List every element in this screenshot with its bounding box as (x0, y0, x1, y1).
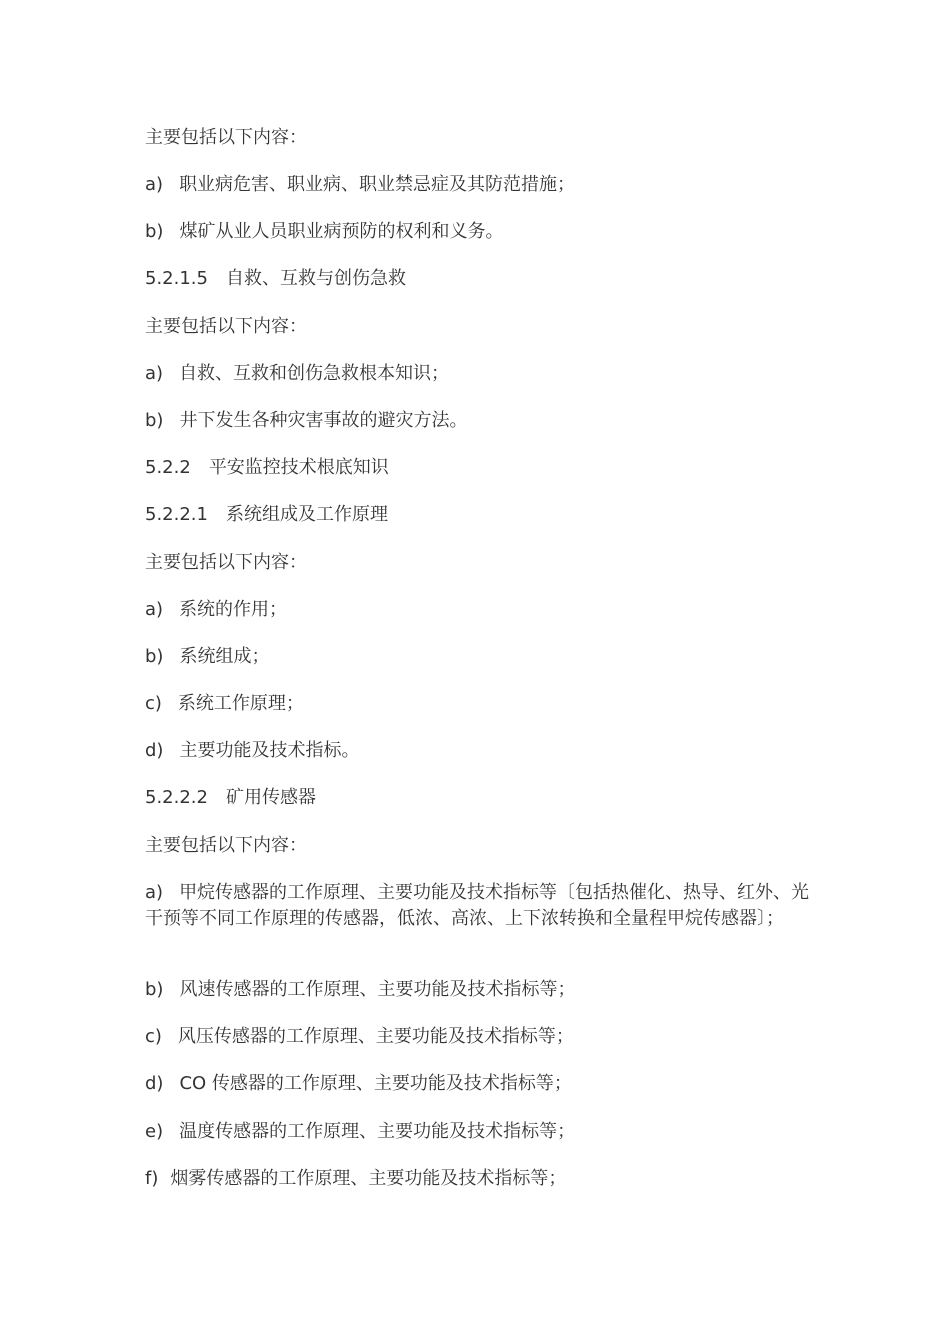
list-marker: b) (145, 979, 164, 1000)
list-item-text: 井下发生各种灾害事故的避灾方法。 (179, 410, 468, 431)
list-marker: b) (145, 410, 164, 431)
paragraph (145, 833, 810, 859)
list-item (145, 1166, 810, 1192)
list-marker: a) (145, 599, 164, 620)
list-item-text: 自救、互救和创伤急救根本知识； (179, 363, 450, 384)
paragraph-text: 主要包括以下内容： (145, 127, 307, 148)
paragraph-text: 主要包括以下内容： (145, 552, 307, 573)
list-item-text: 系统组成； (179, 646, 270, 667)
list-item (145, 1024, 810, 1050)
list-item (145, 644, 810, 670)
list-item-text: 温度传感器的工作原理、主要功能及技术指标等； (179, 1121, 576, 1142)
list-item (145, 408, 810, 434)
section-number: 5.2.2 (145, 457, 191, 478)
section-title: 平安监控技术根底知识 (208, 457, 389, 478)
list-marker: d) (145, 1073, 164, 1094)
paragraph-text: 主要包括以下内容： (145, 835, 307, 856)
list-marker: b) (145, 221, 164, 242)
list-item (145, 1071, 810, 1097)
section-heading (145, 266, 810, 292)
list-item-text: CO 传感器的工作原理、主要功能及技术指标等； (179, 1073, 572, 1094)
list-item (145, 1119, 810, 1145)
list-item-text: 主要功能及技术指标。 (179, 740, 360, 761)
list-item-text: 风压传感器的工作原理、主要功能及技术指标等； (177, 1026, 574, 1047)
section-title: 系统组成及工作原理 (225, 504, 388, 525)
section-heading (145, 455, 810, 481)
list-item (145, 361, 810, 387)
section-number: 5.2.2.2 (145, 787, 208, 808)
list-marker: f) (145, 1168, 159, 1189)
list-marker: c) (145, 1026, 162, 1047)
section-heading (145, 785, 810, 811)
list-marker: c) (145, 693, 162, 714)
list-marker: b) (145, 646, 164, 667)
paragraph (145, 550, 810, 576)
section-number: 5.2.1.5 (145, 268, 208, 289)
list-item-text: 煤矿从业人员职业病预防的权利和义务。 (179, 221, 504, 242)
list-marker: e) (145, 1121, 164, 1142)
list-item-text: 风速传感器的工作原理、主要功能及技术指标等； (179, 979, 576, 1000)
list-item-text: 系统工作原理； (177, 693, 304, 714)
section-title: 自救、互救与创伤急救 (225, 268, 406, 289)
list-marker: a) (145, 363, 164, 384)
list-item (145, 597, 810, 623)
list-marker: a) (145, 882, 164, 903)
paragraph (145, 314, 810, 340)
list-marker: a) (145, 174, 164, 195)
paragraph-text: 主要包括以下内容： (145, 316, 307, 337)
list-item (145, 691, 810, 717)
section-title: 矿用传感器 (225, 787, 316, 808)
list-marker: d) (145, 740, 164, 761)
section-heading (145, 502, 810, 528)
list-item-text: 烟雾传感器的工作原理、主要功能及技术指标等； (170, 1168, 567, 1189)
list-item (145, 977, 810, 1003)
list-item (145, 172, 810, 198)
section-number: 5.2.2.1 (145, 504, 208, 525)
list-item (145, 219, 810, 245)
list-item (145, 880, 810, 932)
list-item-text: 甲烷传感器的工作原理、主要功能及技术指标等〔包括热催化、热导、红外、光干预等不同工作原理的传感器，低浓、高浓、上下浓转换和全量程甲烷传感器〕； (145, 882, 810, 929)
list-item-text: 职业病危害、职业病、职业禁忌症及其防范措施； (179, 174, 576, 195)
list-item (145, 738, 810, 764)
paragraph (145, 125, 810, 151)
list-item-text: 系统的作用； (179, 599, 288, 620)
